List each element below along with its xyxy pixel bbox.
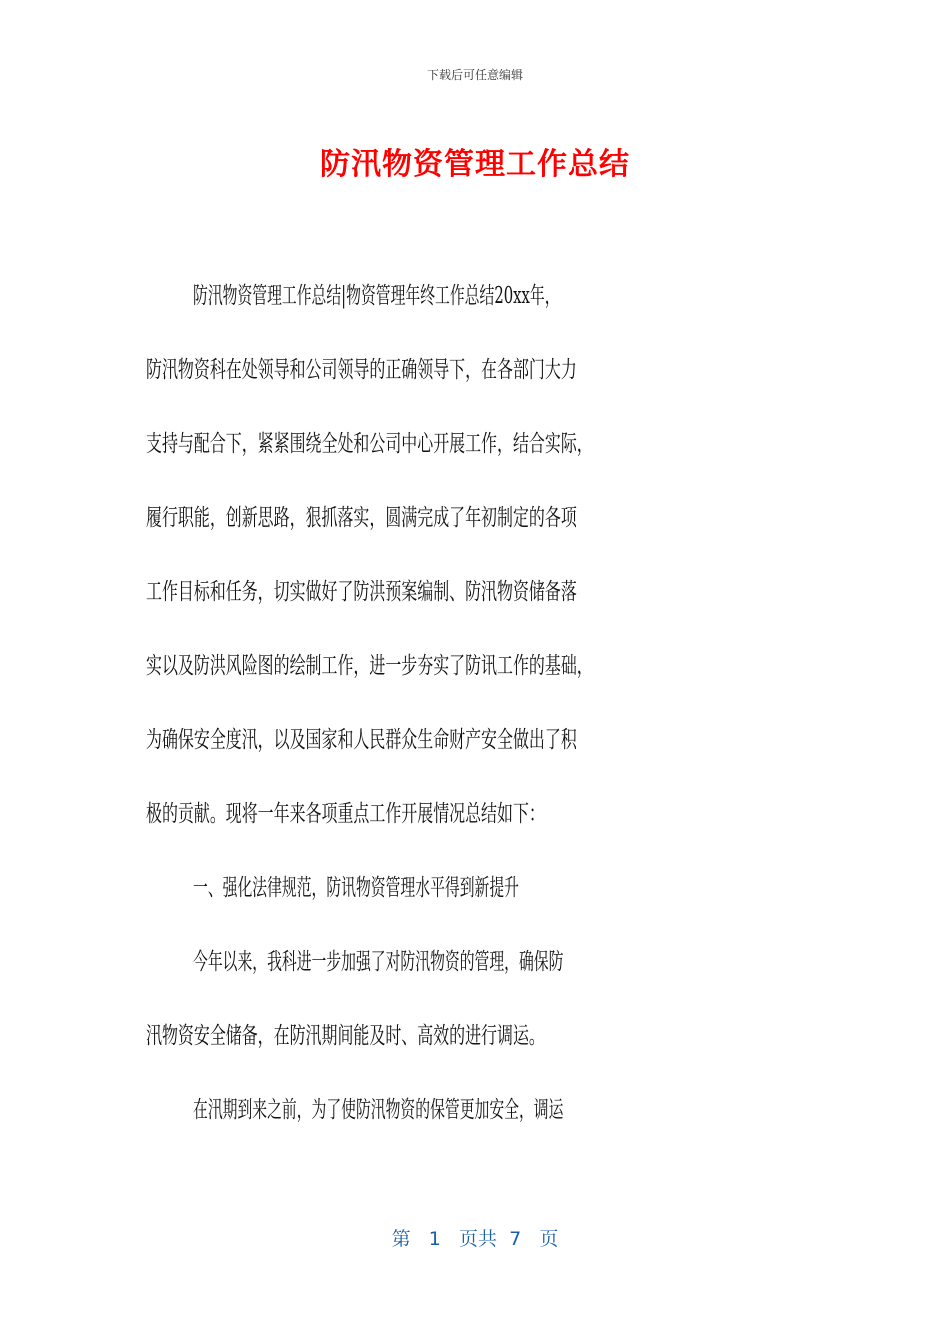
footer-label-end: 页	[539, 1228, 559, 1250]
paragraph-line: 汛物资安全储备，在防汛期间能及时、高效的进行调运。	[146, 1023, 545, 1049]
footer-label-total: 页共	[459, 1228, 498, 1250]
paragraph-line: 实以及防洪风险图的绘制工作，进一步夯实了防讯工作的基础，	[146, 653, 593, 679]
paragraph-line: 防汛物资科在处领导和公司领导的正确领导下，在各部门大力	[146, 357, 577, 383]
footer-label-page: 第	[391, 1228, 411, 1250]
footer-page-number: 1	[428, 1228, 441, 1250]
footer-total-pages: 7	[509, 1228, 522, 1250]
document-title: 防汛物资管理工作总结	[320, 147, 630, 182]
paragraph-line: 今年以来，我科进一步加强了对防汛物资的管理，确保防	[193, 949, 564, 975]
paragraph-line: 在汛期到来之前，为了使防汛物资的保管更加安全，调运	[193, 1097, 564, 1123]
page-footer	[0, 1225, 950, 1253]
section-heading: 一、强化法律规范，防讯物资管理水平得到新提升	[193, 875, 519, 901]
paragraph-line: 极的贡献。现将一年来各项重点工作开展情况总结如下：	[146, 801, 545, 827]
header-note: 下载后可任意编辑	[426, 68, 523, 82]
paragraph-line: 防汛物资管理工作总结|物资管理年终工作总结20xx年，	[193, 283, 560, 309]
paragraph-line: 履行职能，创新思路，狠抓落实，圆满完成了年初制定的各项	[146, 505, 577, 531]
paragraph-line: 工作目标和任务，切实做好了防洪预案编制、防汛物资储备落	[146, 579, 577, 605]
paragraph-line: 为确保安全度汛，以及国家和人民群众生命财产安全做出了积	[146, 727, 577, 753]
paragraph-line: 支持与配合下，紧紧围绕全处和公司中心开展工作，结合实际，	[146, 431, 593, 457]
